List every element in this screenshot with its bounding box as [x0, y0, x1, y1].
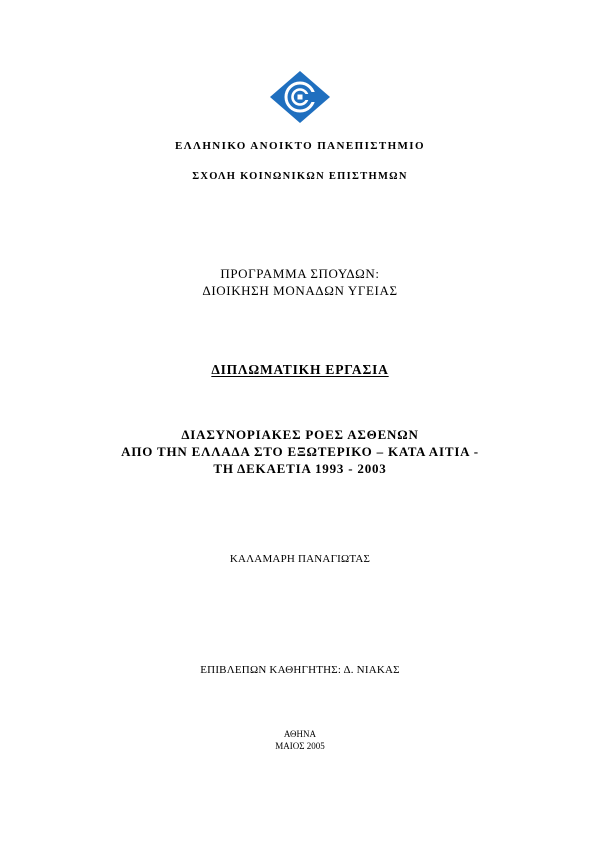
- school-name: ΣΧΟΛΗ ΚΟΙΝΩΝΙΚΩΝ ΕΠΙΣΤΗΜΩΝ: [192, 171, 408, 182]
- thesis-title-line-3: ΤΗ ΔΕΚΑΕΤΙΑ 1993 - 2003: [213, 461, 387, 476]
- thesis-title-line-1: ΔΙΑΣΥΝΟΡΙΑΚΕΣ ΡΟΕΣ ΑΣΘΕΝΩΝ: [181, 427, 419, 442]
- logo-inner-gap: [304, 94, 312, 100]
- university-name: ΕΛΛΗΝΙΚΟ ΑΝΟΙΚΤΟ ΠΑΝΕΠΙΣΤΗΜΙΟ: [175, 140, 425, 152]
- supervisor-line: ΕΠΙΒΛΕΠΩΝ ΚΑΘΗΓΗΤΗΣ: Δ. ΝΙΑΚΑΣ: [200, 664, 400, 676]
- program-name: ΔΙΟΙΚΗΣΗ ΜΟΝΑΔΩΝ ΥΓΕΙΑΣ: [202, 283, 398, 298]
- author-name: ΚΑΛΑΜΑΡΗ ΠΑΝΑΓΙΩΤΑΣ: [229, 553, 371, 565]
- university-logo-icon: [268, 70, 332, 124]
- city: ΑΘΗΝΑ: [283, 729, 317, 739]
- thesis-title-line-2: ΑΠΟ ΤΗΝ ΕΛΛΑΔΑ ΣΤΟ ΕΞΩΤΕΡΙΚΟ – ΚΑΤΑ ΑΙΤΙΑ -: [121, 444, 479, 459]
- logo-center-mark: [298, 95, 303, 100]
- program-label: ΠΡΟΓΡΑΜΜΑ ΣΠΟΥΔΩΝ:: [220, 266, 380, 281]
- thesis-label: ΔΙΠΛΩΜΑΤΙΚΗ ΕΡΓΑΣΙΑ: [211, 362, 389, 377]
- date: ΜΑΙΟΣ 2005: [275, 741, 325, 751]
